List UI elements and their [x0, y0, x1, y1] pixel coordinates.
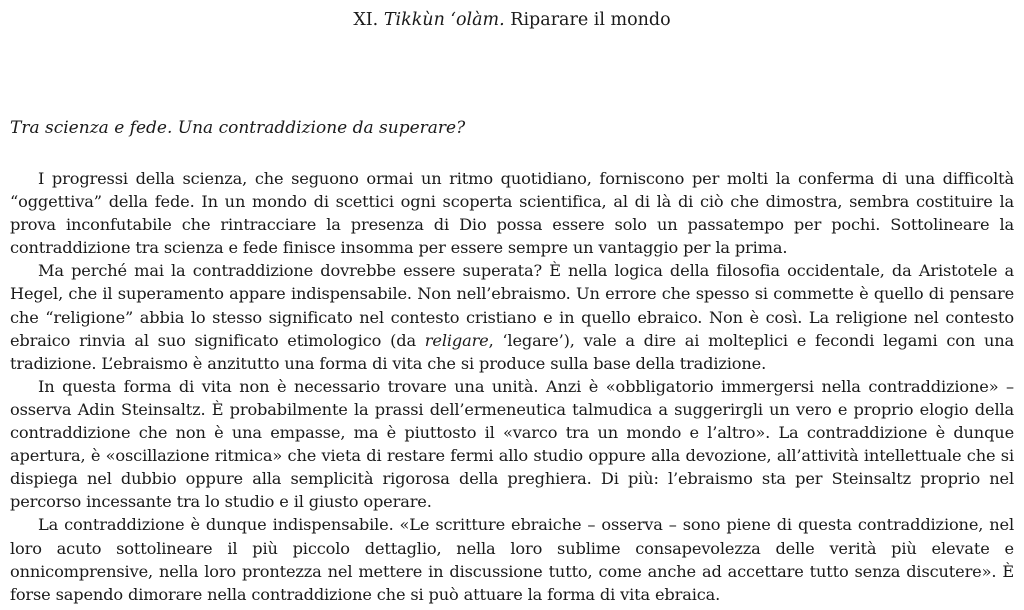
running-header — [0, 8, 1024, 32]
paragraph-2-italic-term: religare — [424, 330, 489, 350]
paragraph-2 — [10, 259, 1014, 374]
paragraph-1: I progressi della scienza, che seguono ormai un ritmo quotidiano, forniscono per molti la conferma di una difficoltà “oggettiva” della fede. In un mondo di scettici ogni scoperta scientifica, al di là di ciò che dimostra, sembra costituire la prova inconfutabile che rintracciare la presenza di Dio possa essere solo un passatempo per pochi. Sottolineare la contraddizione tra scienza e fede finisce insomma per essere sempre un vantaggio per la prima. — [10, 169, 1014, 258]
paragraph-4: La contraddizione è dunque indispensabile. «Le scritture ebraiche – osserva – sono piene di questa contraddizione, nel loro acuto sottolineare il più piccolo dettaglio, nella loro sublime consapevolezza delle verità più elevate e onnicomprensive, nella loro prontezza nel mettere in discussione tutto, come anche ad accettare tutto senza discutere». È forse sapendo dimorare nella contraddizione che si può attuare la forma di vita ebraica. — [10, 515, 1014, 604]
paragraph-2-text-start: Ma perché mai la contraddizione dovrebbe essere superata? È nella logica della filosofia occidentale, da Aristotele a Hegel, che il superamento appare indispensabile. Non nell’ebraismo. Un errore che spesso si commette è quello di pensare che “religione” abbia lo stesso significato nel contesto cristiano e in quello ebraico. Non è così. La religione nel contesto ebraico rinvia al suo significato etimologico (da — [10, 261, 1014, 350]
section-heading: Tra scienza e fede. Una contraddizione da superare? — [10, 118, 466, 138]
paragraph-3: In questa forma di vita non è necessario trovare una unità. Anzi è «obbligatorio immergersi nella contraddizione» – osserva Adin Steinsaltz. È probabilmente la prassi dell’ermeneutica talmudica a suggerirgli un vero e proprio elogio della contraddizione che non è una empasse, ma è piuttosto il «varco tra un mondo e l’altro». La contraddizione è dunque apertura, è «oscillazione ritmica» che vieta di restare fermi allo studio oppure alla devozione, all’attività intellettuale che si dispiega nel dubbio oppure alla semplicità rigorosa della preghiera. Di più: l’ebraismo sta per Steinsaltz proprio nel percorso incessante tra lo studio e il giusto operare. — [10, 376, 1014, 512]
chapter-title-hebrew: Tikkùn ‘olàm. — [383, 10, 505, 30]
chapter-number: XI. — [353, 10, 379, 30]
chapter-title-italian: Riparare il mondo — [510, 10, 671, 30]
body-text — [10, 167, 1014, 606]
paragraph-2-text-end: , ‘legare’), vale a dire ai molteplici e fecondi legami con una tradizione. L’ebraismo è anzitutto una forma di vita che si produce sulla base della tradizione. — [10, 330, 1014, 373]
